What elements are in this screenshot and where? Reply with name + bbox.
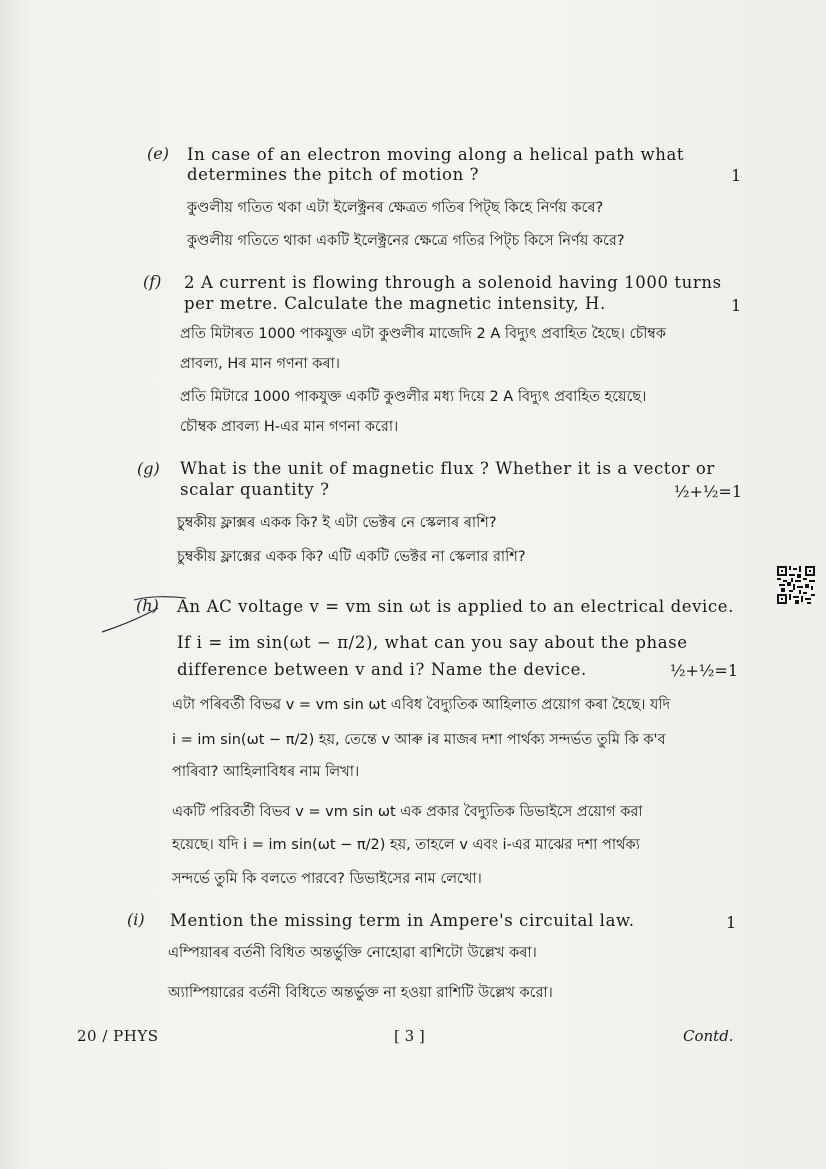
qr-code-icon <box>777 566 815 604</box>
question-label: (g) <box>137 459 160 478</box>
question-label: (i) <box>127 910 145 929</box>
assamese-line: পাৰিবা? আহিলাবিধৰ নাম লিখা। <box>172 764 360 780</box>
english-line: What is the unit of magnetic flux ? Whether it is a vector or <box>180 459 715 478</box>
english-line: per metre. Calculate the magnetic intensity, H. <box>184 294 606 313</box>
assamese-line: প্ৰতি মিটাৰত 1000 পাকযুক্ত এটা কুণ্ডলীৰ মাজেদি 2 A বিদ্যুৎ প্ৰবাহিত হৈছে। চৌম্বক <box>180 326 667 342</box>
question-label: (h) <box>136 596 159 615</box>
marks: 1 <box>726 913 737 932</box>
page-number: [ 3 ] <box>394 1027 425 1045</box>
bengali-line: চৌম্বক প্রাবল্য H-এর মান গণনা করো। <box>180 419 399 435</box>
marks: 1 <box>731 166 742 185</box>
marks: ½+½=1 <box>670 661 739 680</box>
bengali-line: অ্যাম্পিয়ারের বর্তনী বিধিতে অন্তর্ভুক্ত না হওয়া রাশিটি উল্লেখ করো। <box>168 985 553 1001</box>
assamese-line: প্ৰাবল্য, Hৰ মান গণনা কৰা। <box>180 356 340 372</box>
english-line: determines the pitch of motion ? <box>187 165 480 184</box>
bengali-line: হয়েছে। যদি i = im sin(ωt − π/2) হয়, তাহলে v এবং i-এর মাঝের দশা পার্থক্য <box>172 837 640 853</box>
english-line: In case of an electron moving along a helical path what <box>187 145 685 164</box>
bengali-line: সন্দর্ভে তুমি কি বলতে পারবে? ডিভাইসের নাম লেখো। <box>172 871 482 887</box>
assamese-line: এম্পিয়াৰৰ বৰ্তনী বিধিত অন্তৰ্ভুক্তি নোহোৱা ৰাশিটো উল্লেখ কৰা। <box>168 945 537 961</box>
assamese-line: চুম্বকীয় ফ্লাক্সৰ একক কি? ই এটা ভেক্টৰ নে স্কেলাৰ ৰাশি? <box>177 515 497 531</box>
english-line: If i = im sin(ωt − π/2), what can you say about the phase <box>177 633 688 652</box>
english-line: Mention the missing term in Ampere's circuital law. <box>170 911 635 930</box>
question-label: (f) <box>143 272 162 291</box>
bengali-line: কুণ্ডলীয় গতিতে থাকা একটি ইলেক্ট্রনের ক্ষেত্রে গতির পিট্‌চ কিসে নির্ণয় করে? <box>187 233 625 249</box>
assamese-line: কুণ্ডলীয় গতিত থকা এটা ইলেক্ট্ৰনৰ ক্ষেত্ৰত গতিৰ পিট্‌ছ কিহে নিৰ্ণয় কৰে? <box>187 200 604 216</box>
bengali-line: প্রতি মিটারে 1000 পাকযুক্ত একটি কুণ্ডলীর মধ্য দিয়ে 2 A বিদ্যুৎ প্রবাহিত হয়েছে। <box>180 389 647 405</box>
english-line: 2 A current is flowing through a solenoid having 1000 turns <box>184 273 722 292</box>
bengali-line: একটি পরিবর্তী বিভব v = vm sin ωt এক প্রকার বৈদ্যুতিক ডিভাইসে প্রয়োগ করা <box>172 804 643 820</box>
pen-mark-icon <box>100 592 190 640</box>
question-label: (e) <box>147 144 169 163</box>
assamese-line: i = im sin(ωt − π/2) হয়, তেন্তে v আৰু iৰ মাজৰ দশা পাৰ্থক্য সন্দৰ্ভত তুমি কি ক'ব <box>172 732 666 748</box>
english-line: difference between v and i? Name the device. <box>177 660 587 679</box>
english-line: scalar quantity ? <box>180 480 330 499</box>
assamese-line: এটা পৰিবৰ্তী বিভৱ v = vm sin ωt এবিধ বৈদ্যুতিক আহিলাত প্ৰয়োগ কৰা হৈছে। যদি <box>172 697 671 713</box>
paper-code: 20 / PHYS <box>77 1027 159 1045</box>
english-line: An AC voltage v = vm sin ωt is applied to an electrical device. <box>177 597 734 616</box>
marks: ½+½=1 <box>674 482 743 501</box>
marks: 1 <box>731 296 742 315</box>
bengali-line: চুম্বকীয় ফ্লাক্সের একক কি? এটি একটি ভেক্টর না স্কেলার রাশি? <box>177 549 526 565</box>
continued-label: Contd. <box>683 1027 734 1045</box>
